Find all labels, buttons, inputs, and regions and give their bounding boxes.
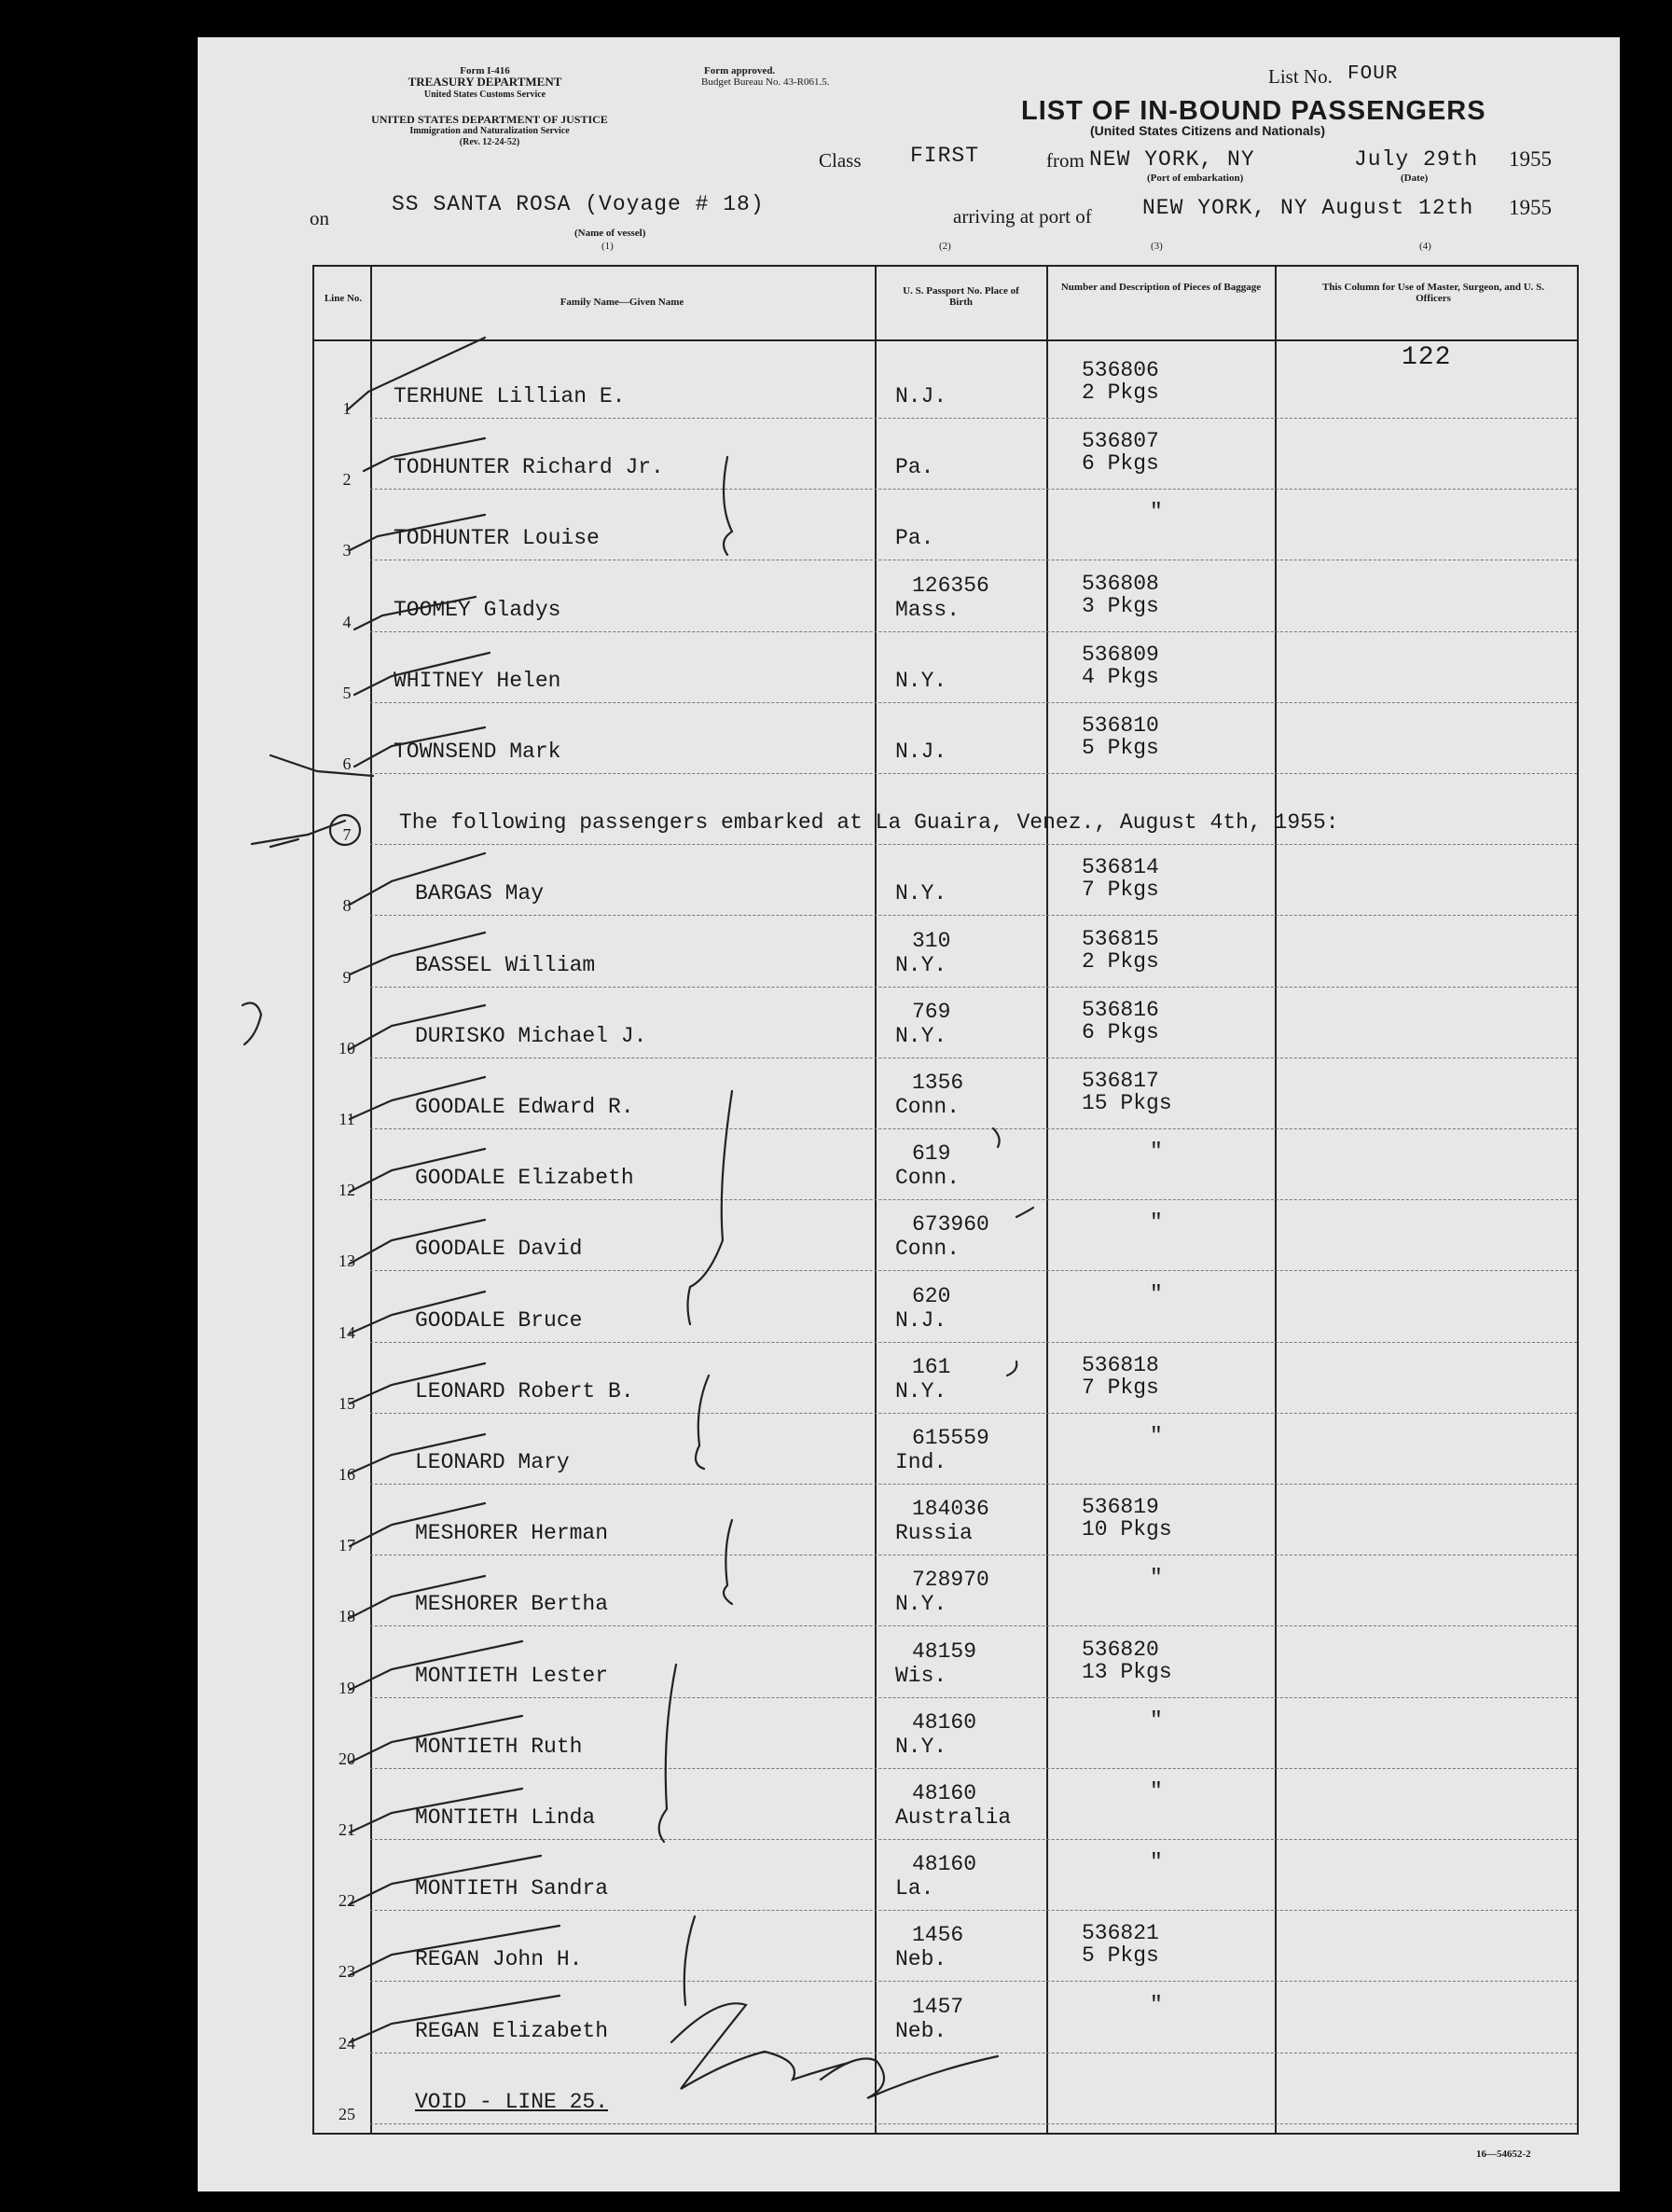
header-line-no: Line No. <box>324 293 363 304</box>
line-number: 2 <box>342 470 352 490</box>
passenger-name: GOODALE Bruce <box>415 1307 583 1333</box>
line-number: 17 <box>339 1536 355 1555</box>
line-number: 23 <box>339 1962 355 1982</box>
line-number: 21 <box>339 1820 355 1839</box>
baggage-number: 536814 <box>1082 855 1159 880</box>
list-subtitle: (United States Citizens and Nationals) <box>1089 123 1326 138</box>
passport-number: 769 <box>912 999 951 1024</box>
passport-number: 1456 <box>912 1923 964 1948</box>
line-number: 14 <box>339 1322 355 1342</box>
date-value: July 29th <box>1354 147 1479 172</box>
baggage-number: " <box>1150 1850 1163 1875</box>
officer-mark: 122 <box>1402 343 1452 372</box>
place-of-birth: Mass. <box>895 597 960 622</box>
baggage-number: " <box>1150 1992 1163 2017</box>
header-baggage: Number and Description of Pieces of Baggage <box>1060 282 1262 293</box>
place-of-birth: N.J. <box>895 1307 947 1333</box>
baggage-description: 15 Pkgs <box>1082 1091 1172 1115</box>
form-number: Form I-416 <box>460 65 510 76</box>
baggage-number: " <box>1150 1424 1163 1448</box>
line-number: 3 <box>342 541 352 560</box>
footer-code: 16—54652-2 <box>1476 2149 1531 2160</box>
col2-caption: (2) <box>939 241 951 252</box>
line-number: 10 <box>339 1038 355 1058</box>
vessel-name: SS SANTA ROSA (Voyage # 18) <box>392 192 765 216</box>
place-of-birth: N.Y. <box>895 668 947 693</box>
baggage-description: 4 Pkgs <box>1082 664 1159 689</box>
passport-number: 48160 <box>912 1781 977 1805</box>
embarkation-note: The following passengers embarked at La Guaira, Venez., August 4th, 1955: <box>399 810 1339 836</box>
place-of-birth: N.Y. <box>895 1592 947 1617</box>
place-of-birth: N.Y. <box>895 1734 947 1759</box>
place-of-birth: Pa. <box>895 526 934 551</box>
year-2: 1955 <box>1509 196 1552 219</box>
from-label: from <box>1046 149 1085 172</box>
baggage-description: 5 Pkgs <box>1082 1943 1159 1969</box>
line-number: 5 <box>342 683 352 702</box>
baggage-number: 536818 <box>1082 1352 1159 1377</box>
header-passport: U. S. Passport No. Place of Birth <box>903 285 1019 308</box>
col4-caption: (4) <box>1419 241 1431 252</box>
place-of-birth: Wis. <box>895 1663 947 1688</box>
baggage-number: 536821 <box>1082 1921 1159 1946</box>
passport-number: 619 <box>912 1141 951 1167</box>
header-officers: This Column for Use of Master, Surgeon, and U. S. Officers <box>1321 282 1545 304</box>
line-number: 18 <box>339 1607 355 1626</box>
place-of-birth: N.Y. <box>895 1023 947 1048</box>
passenger-name: MONTIETH Linda <box>415 1805 596 1830</box>
place-of-birth: Conn. <box>895 1095 960 1119</box>
passenger-name: REGAN John H. <box>415 1947 583 1972</box>
line-number: 4 <box>342 612 352 631</box>
line-number: 13 <box>339 1251 355 1271</box>
baggage-number: " <box>1150 1140 1163 1165</box>
place-of-birth: Neb. <box>895 1947 947 1972</box>
passenger-name: TOWNSEND Mark <box>394 740 561 764</box>
place-of-birth: N.Y. <box>895 1378 947 1403</box>
baggage-number: " <box>1150 1566 1163 1591</box>
passport-number: 615559 <box>912 1426 989 1450</box>
baggage-description: 10 Pkgs <box>1082 1517 1172 1542</box>
place-of-birth: N.Y. <box>895 881 947 906</box>
line-number: 7 <box>342 825 352 845</box>
baggage-number: 536817 <box>1082 1069 1159 1093</box>
port-embark-caption: (Port of embarkation) <box>1147 173 1244 184</box>
revision: (Rev. 12-24-52) <box>459 137 520 147</box>
line-number: 1 <box>342 399 352 418</box>
passenger-name: LEONARD Mary <box>415 1450 570 1474</box>
passenger-name: MONTIETH Ruth <box>415 1734 583 1759</box>
line-number: 9 <box>342 967 352 987</box>
passport-number: 620 <box>912 1283 951 1308</box>
passport-number: 126356 <box>912 573 989 598</box>
passenger-name: VOID - LINE 25. <box>415 2089 609 2114</box>
line-number: 12 <box>339 1181 355 1200</box>
line-number: 15 <box>339 1393 355 1413</box>
baggage-description: 2 Pkgs <box>1082 380 1159 405</box>
baggage-number: 536807 <box>1082 429 1159 454</box>
place-of-birth: N.Y. <box>895 952 947 977</box>
baggage-description: 6 Pkgs <box>1082 451 1159 477</box>
place-of-birth: N.J. <box>895 740 947 764</box>
baggage-number: 536816 <box>1082 997 1159 1022</box>
baggage-number: 536819 <box>1082 1495 1159 1520</box>
passenger-name: MESHORER Bertha <box>415 1592 609 1617</box>
vessel-caption: (Name of vessel) <box>574 228 646 239</box>
on-label: on <box>310 207 329 229</box>
place-of-birth: Neb. <box>895 2018 947 2043</box>
line-number: 16 <box>339 1465 355 1484</box>
baggage-description: 3 Pkgs <box>1082 593 1159 618</box>
header-name: Family Name—Given Name <box>560 297 684 308</box>
list-title: LIST OF IN-BOUND PASSENGERS <box>1021 96 1486 126</box>
line-number: 6 <box>342 754 352 773</box>
baggage-number: 536809 <box>1082 642 1159 667</box>
passenger-name: GOODALE David <box>415 1237 583 1262</box>
passenger-name: MESHORER Herman <box>415 1521 609 1546</box>
passenger-name: MONTIETH Lester <box>415 1663 609 1688</box>
passenger-name: GOODALE Edward R. <box>415 1095 634 1119</box>
baggage-number: 536806 <box>1082 358 1159 382</box>
justice-dept: UNITED STATES DEPARTMENT OF JUSTICE <box>371 113 608 126</box>
place-of-birth: Ind. <box>895 1450 947 1474</box>
passenger-name: DURISKO Michael J. <box>415 1023 647 1048</box>
passenger-name: TODHUNTER Richard Jr. <box>394 455 664 480</box>
year-1: 1955 <box>1509 147 1552 171</box>
place-of-birth: Russia <box>895 1521 973 1546</box>
passenger-name: LEONARD Robert B. <box>415 1378 634 1403</box>
baggage-number: " <box>1150 500 1163 525</box>
class-value: FIRST <box>910 144 980 168</box>
passenger-name: GOODALE Elizabeth <box>415 1166 634 1191</box>
place-of-birth: Conn. <box>895 1166 960 1191</box>
passport-number: 161 <box>912 1354 951 1379</box>
passport-number: 48160 <box>912 1709 977 1735</box>
col3-caption: (3) <box>1151 241 1163 252</box>
line-number: 20 <box>339 1749 355 1768</box>
ins-service: Immigration and Naturalization Service <box>409 126 570 136</box>
from-value: NEW YORK, NY <box>1089 147 1255 172</box>
passenger-name: TODHUNTER Louise <box>394 526 600 551</box>
passenger-name: WHITNEY Helen <box>394 668 561 693</box>
baggage-number: 536808 <box>1082 571 1159 596</box>
customs-service: United States Customs Service <box>423 90 546 100</box>
passport-number: 48159 <box>912 1638 977 1664</box>
baggage-number: 536820 <box>1082 1637 1159 1662</box>
list-no-value: FOUR <box>1347 63 1399 85</box>
baggage-number: " <box>1150 1281 1163 1306</box>
form-approved: Form approved. <box>704 65 776 76</box>
arriving-label: arriving at port of <box>953 205 1092 228</box>
baggage-description: 2 Pkgs <box>1082 948 1159 974</box>
baggage-description: 13 Pkgs <box>1082 1659 1172 1684</box>
passport-number: 184036 <box>912 1497 989 1522</box>
line-number: 22 <box>339 1891 355 1911</box>
place-of-birth: N.J. <box>895 384 947 408</box>
passport-number: 48160 <box>912 1852 977 1877</box>
arrival-port: NEW YORK, NY August 12th <box>1142 196 1474 220</box>
date-caption: (Date) <box>1401 173 1429 184</box>
passport-number: 310 <box>912 928 951 953</box>
passport-number: 1457 <box>912 1994 964 2019</box>
line-number: 25 <box>339 2104 355 2123</box>
line-number: 19 <box>339 1678 355 1697</box>
passport-number: 673960 <box>912 1212 989 1237</box>
baggage-number: " <box>1150 1707 1163 1733</box>
passenger-name: TERHUNE Lillian E. <box>394 384 626 408</box>
baggage-number: " <box>1150 1210 1163 1236</box>
place-of-birth: Conn. <box>895 1237 960 1262</box>
passenger-name: BARGAS May <box>415 881 545 906</box>
class-label: Class <box>819 149 862 172</box>
baggage-description: 7 Pkgs <box>1082 878 1159 903</box>
passenger-name: TOOMEY Gladys <box>394 597 561 622</box>
place-of-birth: Australia <box>895 1805 1012 1830</box>
passport-number: 1356 <box>912 1071 964 1095</box>
baggage-description: 7 Pkgs <box>1082 1375 1159 1400</box>
budget-bureau: Budget Bureau No. 43-R061.5. <box>701 76 830 88</box>
line-number: 24 <box>339 2033 355 2053</box>
list-no-label: List No. <box>1268 65 1333 88</box>
place-of-birth: Pa. <box>895 455 934 480</box>
baggage-description: 5 Pkgs <box>1082 736 1159 760</box>
col1-caption: (1) <box>601 241 614 252</box>
place-of-birth: La. <box>895 1876 934 1901</box>
passenger-name: BASSEL William <box>415 952 596 977</box>
passenger-name: MONTIETH Sandra <box>415 1876 609 1901</box>
passport-number: 728970 <box>912 1568 989 1593</box>
baggage-number: 536815 <box>1082 926 1159 951</box>
passenger-name: REGAN Elizabeth <box>415 2018 609 2043</box>
treasury-dept: TREASURY DEPARTMENT <box>408 75 562 89</box>
line-number: 11 <box>339 1110 355 1128</box>
baggage-description: 6 Pkgs <box>1082 1019 1159 1044</box>
line-number: 8 <box>342 896 352 916</box>
baggage-number: " <box>1150 1779 1163 1804</box>
baggage-number: 536810 <box>1082 713 1159 738</box>
